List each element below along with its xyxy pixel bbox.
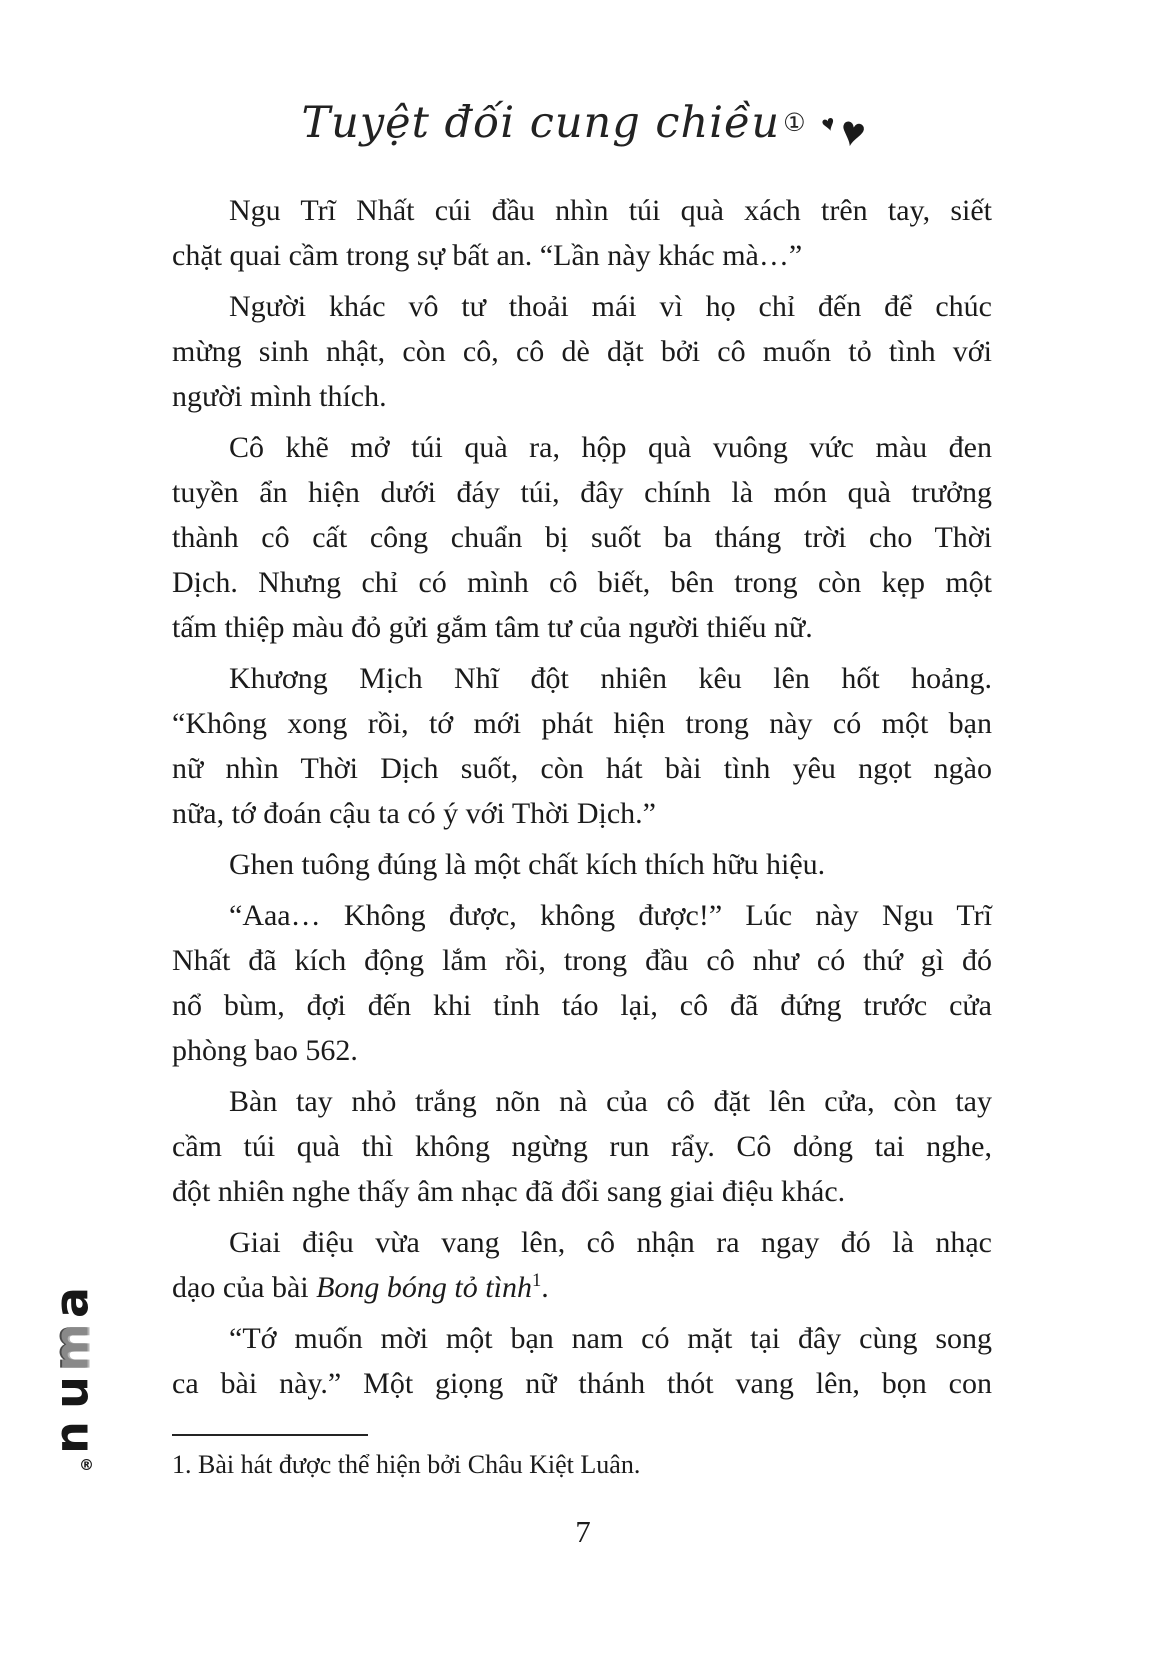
paragraph [172, 656, 992, 836]
text-line: mừng sinh nhật, còn cô, cô dè dặt bởi cô muốn tỏ tình với [172, 335, 992, 368]
text-line: phòng bao 562. [172, 1034, 358, 1067]
text-line: nữa, tớ đoán cậu ta có ý với Thời Dịch.” [172, 797, 656, 830]
footnote-divider [172, 1434, 368, 1436]
footnote: 1. Bài hát được thể hiện bởi Châu Kiệt Luân. [172, 1450, 641, 1479]
paragraph [172, 425, 992, 650]
footnote-reference: 1 [531, 1270, 542, 1291]
text-line: “Aaa… Không được, không được!” Lúc này Ngu Trĩ [229, 899, 992, 932]
paragraph [172, 1220, 992, 1310]
small-heart-icon: ♥ [818, 109, 838, 138]
paragraph [172, 842, 992, 887]
chapter-header [0, 98, 1166, 157]
text-line: Ngu Trĩ Nhất cúi đầu nhìn túi quà xách trên tay, siết [229, 194, 992, 227]
paragraph [172, 893, 992, 1073]
text-line: nổ bùm, đợi đến khi tỉnh táo lại, cô đã đứng trước cửa [172, 989, 992, 1022]
chapter-title-superscript: ① [783, 107, 806, 137]
body-text-block [172, 188, 992, 1481]
text-line: Giai điệu vừa vang lên, cô nhận ra ngay đó là nhạc [229, 1226, 992, 1259]
text-line: nữ nhìn Thời Dịch suốt, còn hát bài tình yêu ngọt ngào [172, 752, 992, 785]
text-line: dạo của bài Bong bóng tỏ tình$^1$. [172, 1270, 549, 1304]
text-line: Bàn tay nhỏ trắng nõn nà của cô đặt lên cửa, còn tay [229, 1085, 992, 1118]
paragraph [172, 284, 992, 419]
paragraphs [172, 188, 992, 1406]
logo-letter-a: a [44, 1286, 99, 1319]
text-line: “Tớ muốn mời một bạn nam có mặt tại đây cùng song [229, 1322, 992, 1355]
logo-letter-u: u [44, 1376, 99, 1409]
paragraph [172, 1316, 992, 1406]
registered-trademark-icon: ® [79, 1456, 94, 1474]
logo-letter-m: m [44, 1323, 99, 1372]
text-line: thành cô cất công chuẩn bị suốt ba tháng trời cho Thời [172, 521, 992, 554]
text-line: Cô khẽ mở túi quà ra, hộp quà vuông vức màu đen [229, 431, 992, 464]
text-line: Người khác vô tư thoải mái vì họ chỉ đến để chúc [229, 290, 992, 323]
text-line: Nhất đã kích động lắm rồi, trong đầu cô như có thứ gì đó [172, 944, 992, 977]
text-line: người mình thích. [172, 380, 387, 413]
text-line: cầm túi quà thì không ngừng run rẩy. Cô dỏng tai nghe, [172, 1130, 992, 1163]
text-line: Ghen tuông đúng là một chất kích thích hữu hiệu. [229, 848, 826, 881]
text-line: Dịch. Nhưng chỉ có mình cô biết, bên trong còn kẹp một [172, 566, 992, 599]
paragraph [172, 1079, 992, 1214]
chapter-title: Tuyệt đối cung chiều [301, 98, 781, 148]
text-line: tuyền ẩn hiện dưới đáy túi, đây chính là món quà trưởng [172, 476, 992, 509]
large-heart-icon: ♥ [835, 108, 870, 159]
text-line: “Không xong rồi, tớ mới phát hiện trong này có một bạn [172, 707, 992, 740]
paragraph [172, 188, 992, 278]
text-line: Khương Mịch Nhĩ đột nhiên kêu lên hốt hoảng. [229, 662, 992, 695]
logo-letter-n: n [44, 1421, 99, 1454]
text-line: tấm thiệp màu đỏ gửi gắm tâm tư của người thiếu nữ. [172, 611, 813, 644]
text-line: đột nhiên nghe thấy âm nhạc đã đổi sang giai điệu khác. [172, 1175, 846, 1208]
page-number: 7 [575, 1514, 591, 1549]
text-line: chặt quai cầm trong sự bất an. “Lần này khác mà…” [172, 239, 803, 272]
text-line: ca bài này.” Một giọng nữ thánh thót vang lên, bọn con [172, 1367, 992, 1400]
publisher-logo-amun [44, 1280, 99, 1474]
